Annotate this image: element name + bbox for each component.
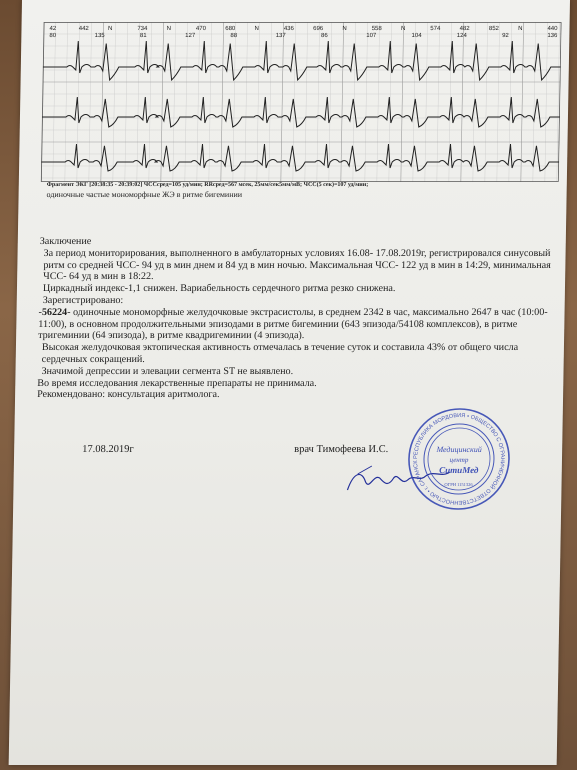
ecg-rr-label: 440 xyxy=(547,26,558,32)
stamp-center-line-3: СитиМед xyxy=(439,465,479,475)
ecg-hr-label: 135 xyxy=(94,33,105,39)
stamp-ogrn: ОГРН 1151326 xyxy=(444,482,473,487)
ecg-rr-label: N xyxy=(400,26,406,32)
stamp-center-line-2: центр xyxy=(449,456,469,464)
recommendation: Рекомендовано: консультация аритмолога. xyxy=(37,389,220,401)
ecg-hr-label: 127 xyxy=(185,33,196,39)
registered-label: Зарегистрировано: xyxy=(42,294,124,306)
ecg-trace xyxy=(41,144,559,171)
ecg-caption: Фрагмент ЭКГ [20:38:35 - 20:39:02] ЧССсред=105 уд/мин; RRсред=567 мсек, 25мм/сек5мм/мВ; ЧСС(5 сек)=107 уд/мин; xyxy=(46,182,369,188)
ecg-trace xyxy=(43,41,562,80)
ecg-rr-label: 852 xyxy=(488,26,499,32)
conclusion-paragraph-5: Значимой депрессии и элевации сегмента ST не выявлено. xyxy=(41,365,294,377)
ecg-rr-label: 470 xyxy=(195,26,207,32)
stamp-center-line-1: Медицинский xyxy=(436,445,482,454)
ecg-rr-label: 558 xyxy=(371,26,382,32)
ecg-subcaption: одиночные частые мономорфные ЖЭ в ритме бигеминии xyxy=(46,190,243,199)
conclusion-text xyxy=(37,236,565,401)
document-page xyxy=(9,0,570,765)
ecg-grid xyxy=(41,22,562,182)
extrasystole-count: -56224- xyxy=(38,306,71,318)
ecg-rr-label: 680 xyxy=(225,26,236,32)
conclusion-paragraph-2: Циркадный индекс-1,1 снижен. Вариабельность сердечного ритма резко снижена. xyxy=(42,283,396,295)
ecg-strip xyxy=(41,22,562,182)
ecg-hr-label: 81 xyxy=(139,33,147,39)
doctor-name: врач Тимофеева И.С. xyxy=(294,444,389,455)
ecg-rr-label: 436 xyxy=(283,26,294,32)
conclusion-heading: Заключение xyxy=(39,236,92,247)
ecg-trace xyxy=(42,97,561,127)
ecg-frame xyxy=(41,23,561,182)
ecg-hr-label: 104 xyxy=(411,33,422,39)
ecg-rr-label: 574 xyxy=(430,26,441,32)
clinic-stamp xyxy=(403,404,515,514)
extrasystole-description: одиночные мономорфные желудочковые экстрасистолы, в среднем 2342 в час, максимально 2647 в час (10:00-11:00), в основном продолжительными эпизодами в ритме бигеминии (643 эпизода/54108 комплексов), в ритме тригеминии (64 эпизода), в ритме квадригеминии (4 эпизода). xyxy=(38,306,548,342)
ecg-hr-label: 136 xyxy=(547,33,558,39)
ecg-rr-label: N xyxy=(254,26,259,32)
ecg-rr-label: 734 xyxy=(137,26,148,32)
conclusion-paragraph-1: За период мониторирования, выполненного в амбулаторных условиях 16.08- 17.08.2019г, регистрировался синусовый ритм со средней ЧСС- 94 уд в мин днем и 84 уд в мин ночью. Максимальная ЧСС- 122 уд в мин в 14:29, минимальная ЧСС- 64 уд в мин в 18:22. xyxy=(43,247,551,283)
ecg-rr-label: 42 xyxy=(49,26,57,32)
ecg-rr-label: N xyxy=(108,26,113,32)
conclusion-paragraph-4: Высокая желудочковая эктопическая активность отмечалась в течение суток и составила 43% от общего числа сердечных сокращений. xyxy=(41,342,519,365)
ecg-rr-label: N xyxy=(166,26,172,32)
ecg-hr-label: 124 xyxy=(456,33,467,39)
ecg-hr-label: 88 xyxy=(230,33,238,39)
ecg-rr-label: 442 xyxy=(78,26,89,32)
report-date: 17.08.2019г xyxy=(82,444,134,455)
ecg-rr-label: N xyxy=(518,26,523,32)
ecg-hr-label: 107 xyxy=(366,33,377,39)
ecg-rr-label: 482 xyxy=(459,26,470,32)
ecg-hr-label: 137 xyxy=(275,33,286,39)
ecg-hr-label: 92 xyxy=(502,33,509,39)
ecg-rr-label: N xyxy=(342,26,347,32)
extrasystole-paragraph xyxy=(38,307,564,342)
ecg-hr-label: 86 xyxy=(320,33,328,39)
stamp-ring-text: РЕСПУБЛИКА МОРДОВИЯ • ОБЩЕСТВО С ОГРАНИЧЕННОЙ ОТВЕТСТВЕННОСТЬЮ • г. САРАНСК xyxy=(412,412,506,506)
conclusion-paragraph-6: Во время исследования лекарственные препараты не принимала. xyxy=(37,377,317,389)
ecg-rr-label: 696 xyxy=(313,26,324,32)
ecg-hr-label: 80 xyxy=(49,33,57,39)
